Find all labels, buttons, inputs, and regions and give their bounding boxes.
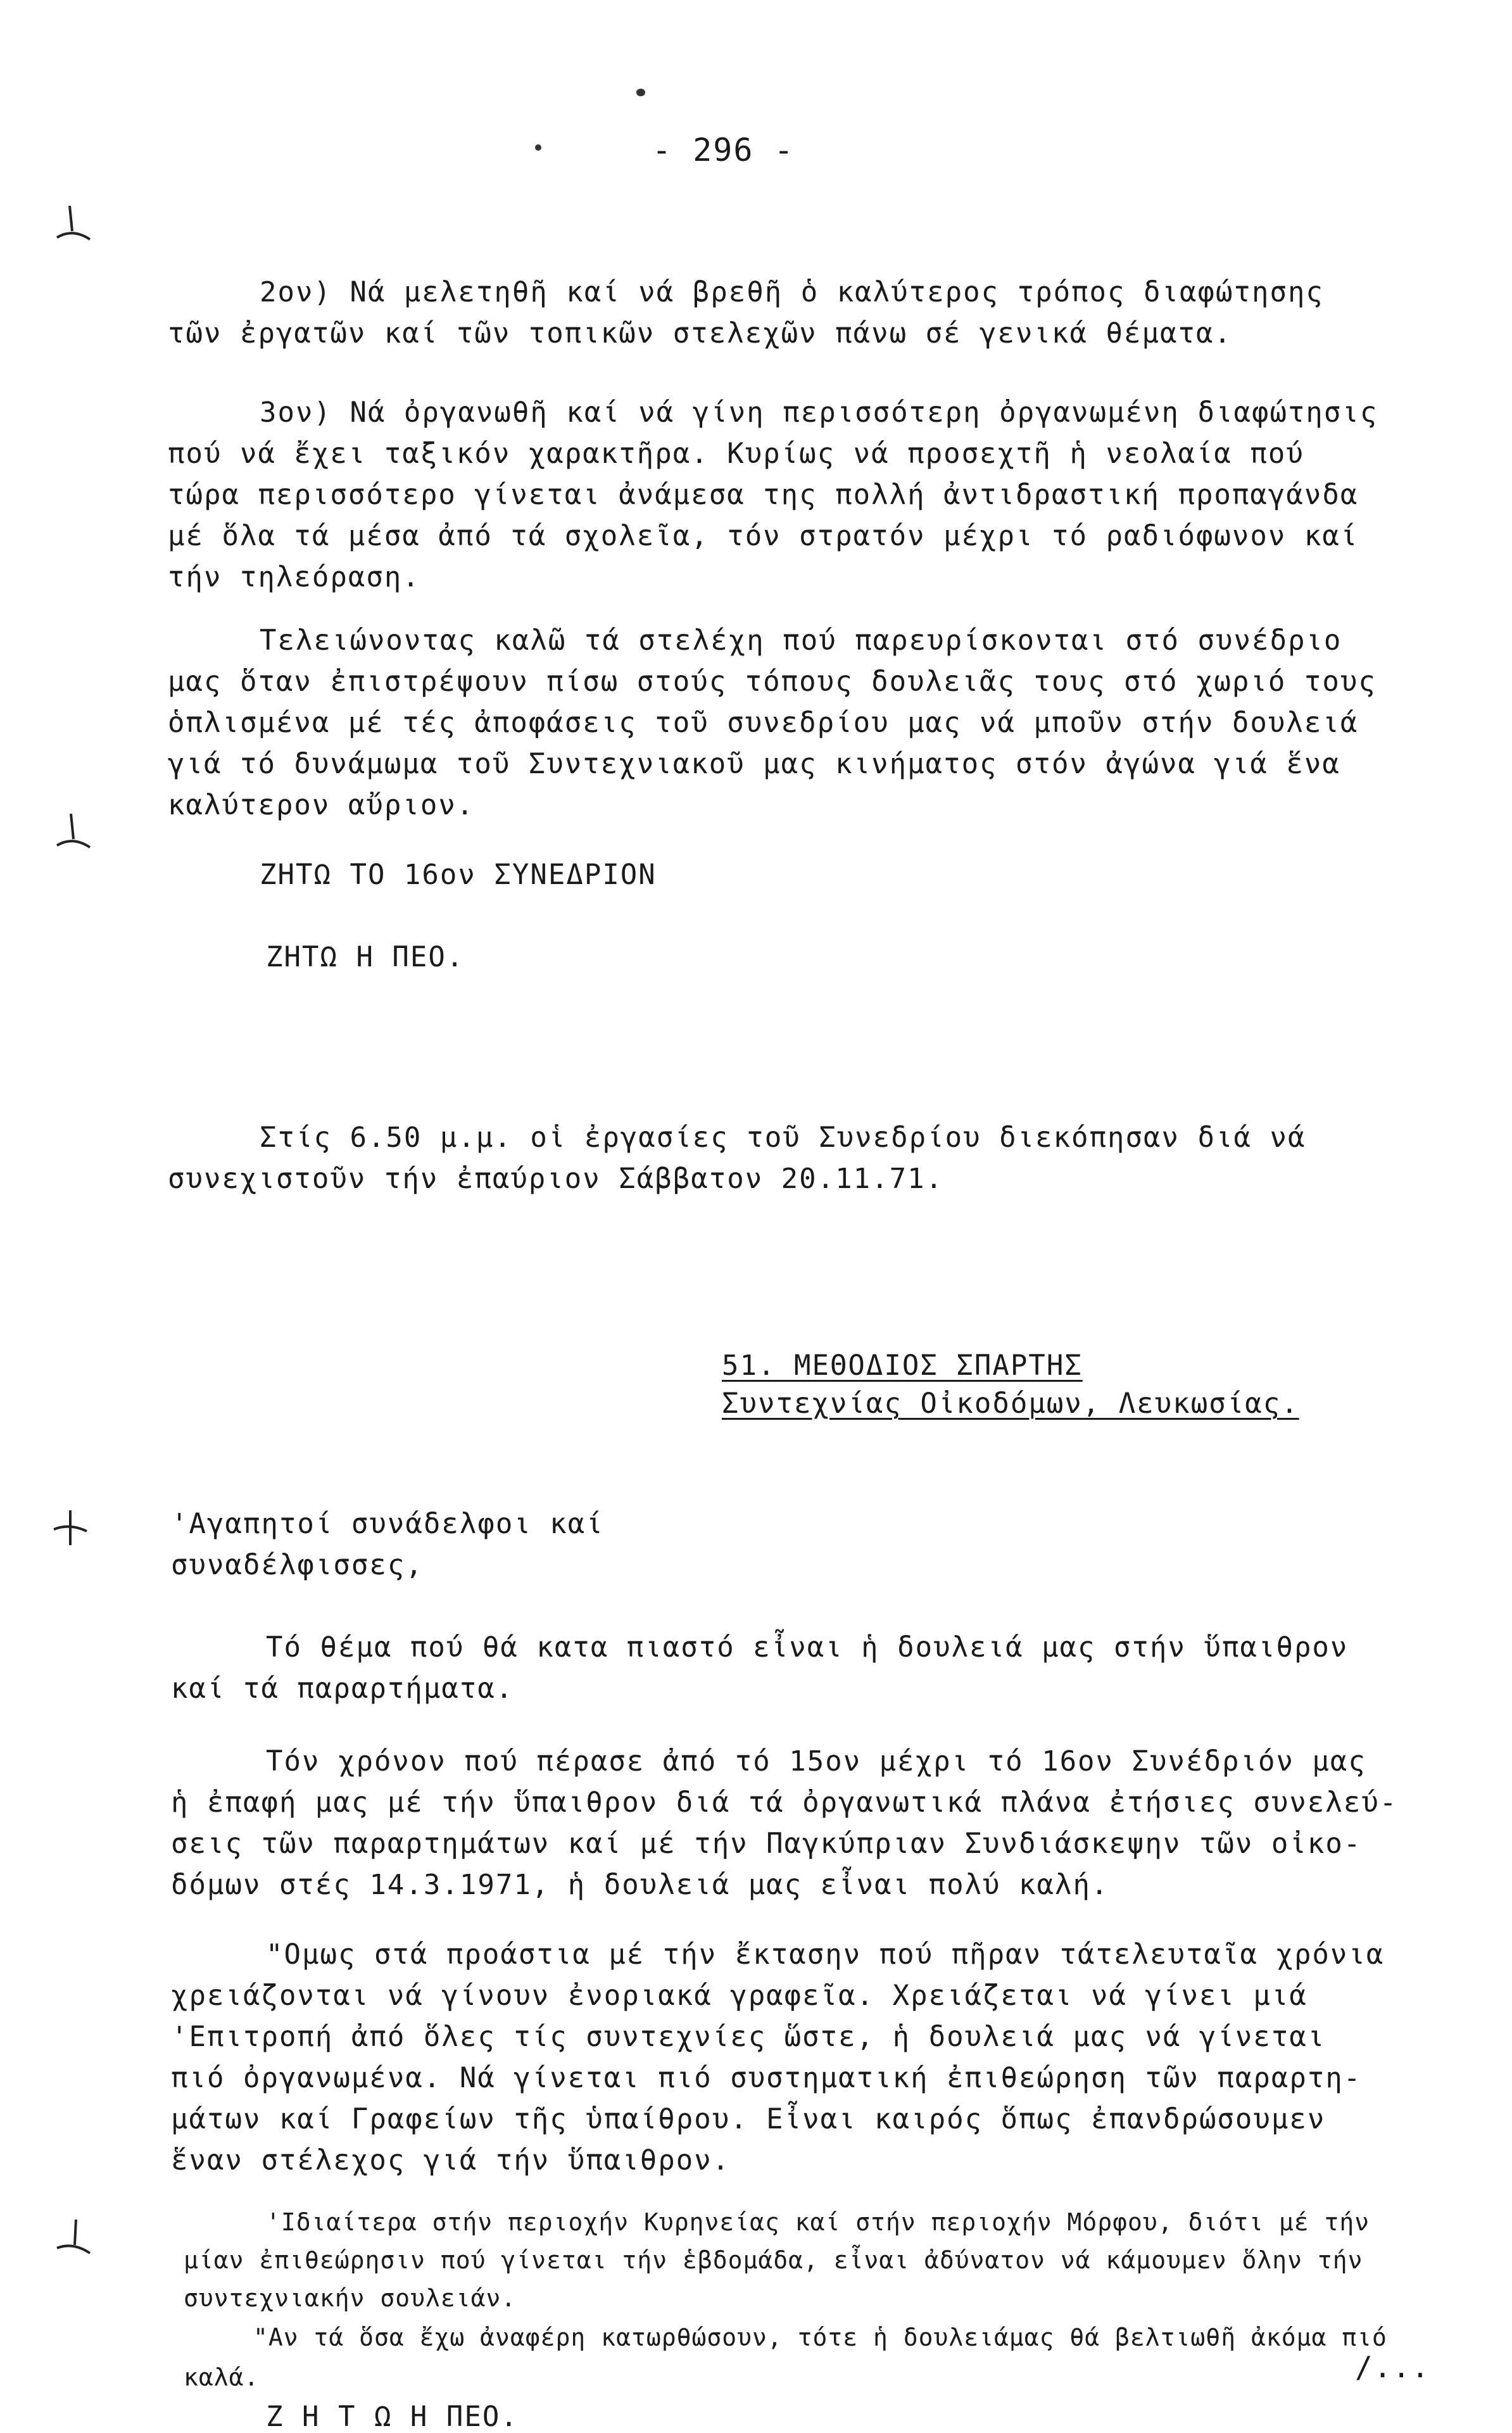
greeting-line1: 'Αγαπητοί συνάδελφοι καί (171, 1508, 604, 1540)
para7-line2: χρειάζονται νά γίνουν ἐνοριακά γραφεῖα. Χρειάζεται νά γίνει μιά (171, 1980, 1307, 2012)
speaker-name: 51. ΜΕΘΟΔΙΟΣ ΣΠΑΡΤΗΣ (722, 1349, 1083, 1382)
continuation-mark: /... (1355, 2350, 1430, 2384)
margin-check-mark (51, 811, 95, 855)
para7-line4: πιό ὀργανωμένα. Νά γίνεται πιό συστηματική ἐπιθεώρηση τῶν παραρτη- (171, 2062, 1362, 2094)
slogan-peo: ΖΗΤΩ Η ΠΕΟ. (266, 941, 465, 973)
speaker-union: Συντεχνίας Οἰκοδόμων, Λευκωσίας. (722, 1387, 1299, 1420)
para5-line1: Τό θέμα πού θά κατα πιαστό εἶναι ἡ δουλειά μας στήν ὕπαιθρον (266, 1631, 1349, 1664)
para1-line2: τῶν ἐργατῶν καί τῶν τοπικῶν στελεχῶν πάνω σέ γενικά θέματα. (168, 317, 1232, 350)
para5-line2: καί τά παραρτήματα. (171, 1672, 514, 1705)
page-number: - 296 - (652, 132, 795, 168)
margin-check-mark (51, 203, 95, 247)
para4-line2: συνεχιστοῦν τήν ἐπαύριον Σάββατον 20.11.71. (168, 1163, 944, 1195)
slogan-congress: ΖΗΤΩ ΤΟ 16ον ΣΥΝΕΔΡΙΟΝ (260, 859, 657, 891)
para2-line3: τώρα περισσότερο γίνεται ἀνάμεσα της πολλή ἀντιδραστική προπαγάνδα (168, 479, 1359, 511)
para8-line1: 'Ιδιαίτερα στήν περιοχήν Κυρηνείας καί στήν περιοχήν Μόρφου, διότι μέ τήν (266, 2208, 1370, 2236)
para3-line2: μας ὅταν ἐπιστρέψουν πίσω στούς τόπους δουλειᾶς τους στό χωριό τους (168, 666, 1377, 698)
margin-check-mark (47, 1507, 92, 1551)
para2-line5: τήν τηλεόραση. (168, 561, 420, 593)
para6-line3: σεις τῶν παραρτημάτων καί μέ τήν Παγκύπριαν Συνδιάσκεψην τῶν οἰκο- (171, 1828, 1362, 1860)
para1-line1: 2ον) Νά μελετηθῆ καί νά βρεθῆ ὁ καλύτερος τρόπος διαφώτησης (260, 276, 1324, 308)
para4-line1: Στίς 6.50 μ.μ. οἱ ἐργασίες τοῦ Συνεδρίου διεκόπησαν διά νά (260, 1122, 1306, 1154)
para8-line2: μίαν ἐπιθεώρησιν πού γίνεται τήν ἑβδομάδα, εἶναι ἀδύνατον νά κάμουμεν ὅλην τήν (184, 2246, 1363, 2274)
para6-line4: δόμων στές 14.3.1971, ἡ δουλειά μας εἶναι πολύ καλή. (171, 1869, 1109, 1901)
para7-line3: 'Επιτροπή ἀπό ὅλες τίς συντεχνίες ὥστε, ἡ δουλειά μας νά γίνεται (171, 2021, 1326, 2053)
para2-line1: 3ον) Νά ὀργανωθῆ καί νά γίνη περισσότερη ὀργανωμένη διαφώτησις (260, 396, 1378, 429)
para3-line5: καλύτερον αὔριον. (168, 789, 475, 821)
ink-speck (535, 144, 541, 151)
para7-line1: "Ομως στά προάστια μέ τήν ἔκτασην πού πῆραν τάτελευταῖα χρόνια (266, 1938, 1385, 1971)
para6-line2: ἡ ἐπαφή μας μέ τήν ὕπαιθρον διά τά ὀργανωτικά πλάνα ἐτήσιες συνελεύ- (171, 1786, 1398, 1819)
para7-line6: ἕναν στέλεχος γιά τήν ὕπαιθρον. (171, 2144, 731, 2177)
para9-line2: καλά. (184, 2363, 260, 2391)
para9-line1: "Αν τά ὅσα ἔχω ἀναφέρη κατωρθώσουν, τότε ἡ δουλειάμας θά βελτιωθῆ ἀκόμα πιό (253, 2323, 1387, 2351)
para6-line1: Τόν χρόνον πού πέρασε ἀπό τό 15ον μέχρι τό 16ον Συνέδριόν μας (266, 1745, 1366, 1778)
ink-speck (636, 89, 645, 96)
para2-line2: πού νά ἔχει ταξικόν χαρακτῆρα. Κυρίως νά προσεχτῆ ἡ νεολαία πού (168, 438, 1304, 470)
para3-line1: Τελειώνοντας καλῶ τά στελέχη πού παρευρίσκονται στό συνέδριο (260, 624, 1342, 657)
para2-line4: μέ ὅλα τά μέσα ἀπό τά σχολεῖα, τόν στρατόν μέχρι τό ραδιόφωνον καί (168, 520, 1359, 552)
greeting-line2: συναδέλφισσες, (171, 1549, 424, 1581)
margin-check-mark (51, 2216, 95, 2261)
para3-line4: γιά τό δυνάμωμα τοῦ Συντεχνιακοῦ μας κινήματος στόν ἀγώνα γιά ἕνα (168, 748, 1340, 780)
para3-line3: ὁπλισμένα μέ τές ἀποφάσεις τοῦ συνεδρίου μας νά μποῦν στήν δουλειά (168, 707, 1359, 739)
para8-line3: συντεχνιακήν σουλειάν. (184, 2284, 517, 2312)
para7-line5: μάτων καί Γραφείων τῆς ὑπαίθρου. Εἶναι καιρός ὅπως ἐπανδρώσουμεν (171, 2103, 1326, 2135)
footer-slogan: Ζ Η Τ Ω Η ΠΕΟ. (266, 2401, 519, 2433)
